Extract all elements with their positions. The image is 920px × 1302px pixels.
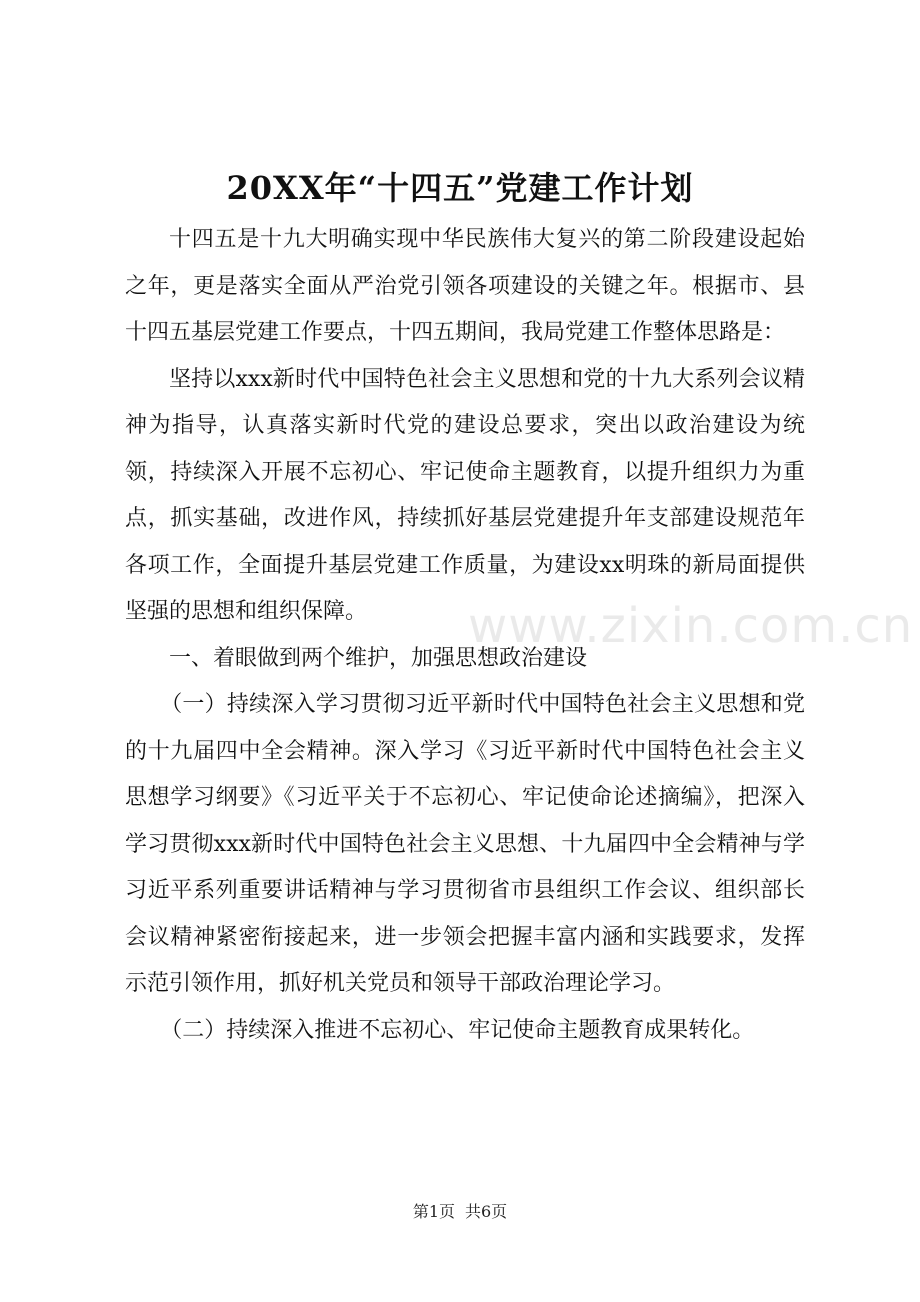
page-number: 第1页	[412, 1202, 455, 1221]
subsection-1: （一）持续深入学习贯彻习近平新时代中国特色社会主义思想和党的十九届四中全会精神。深入学习《习近平新时代中国特色社会主义思想学习纲要》《习近平关于不忘初心、牢记使命论述摘编》，把深入学习贯彻xxx新时代中国特色社会主义思想、十九届四中全会精神与学习近平系列重要讲话精神与学习贯彻省市县组织工作会议、组织部长会议精神紧密衔接起来，进一步领会把握丰富内涵和实践要求，发挥示范引领作用，抓好机关党员和领导干部政治理论学习。	[125, 692, 805, 996]
paragraph-guiding-idea: 坚持以xxx新时代中国特色社会主义思想和党的十九大系列会议精神为指导，认真落实新时代党的建设总要求，突出以政治建设为统领，持续深入开展不忘初心、牢记使命主题教育，以提升组织力为重点，抓实基础，改进作风，持续抓好基层党建提升年支部建设规范年各项工作，全面提升基层党建工作质量，为建设xx明珠的新局面提供坚强的思想和组织保障。	[125, 366, 805, 624]
watermark: www.zixin.com.cn	[468, 598, 914, 654]
document-body	[125, 217, 805, 1054]
page-footer	[0, 1200, 920, 1224]
section-heading-1: 一、着眼做到两个维护，加强思想政治建设	[169, 645, 588, 671]
page-total: 共6页	[465, 1202, 508, 1221]
document-title: 20XX年“十四五”党建工作计划	[226, 169, 694, 207]
paragraph-intro: 十四五是十九大明确实现中华民族伟大复兴的第二阶段建设起始之年，更是落实全面从严治党引领各项建设的关键之年。根据市、县十四五基层党建工作要点，十四五期间，我局党建工作整体思路是：	[125, 227, 805, 345]
subsection-2: （二）持续深入推进不忘初心、牢记使命主题教育成果转化。	[160, 1017, 755, 1043]
